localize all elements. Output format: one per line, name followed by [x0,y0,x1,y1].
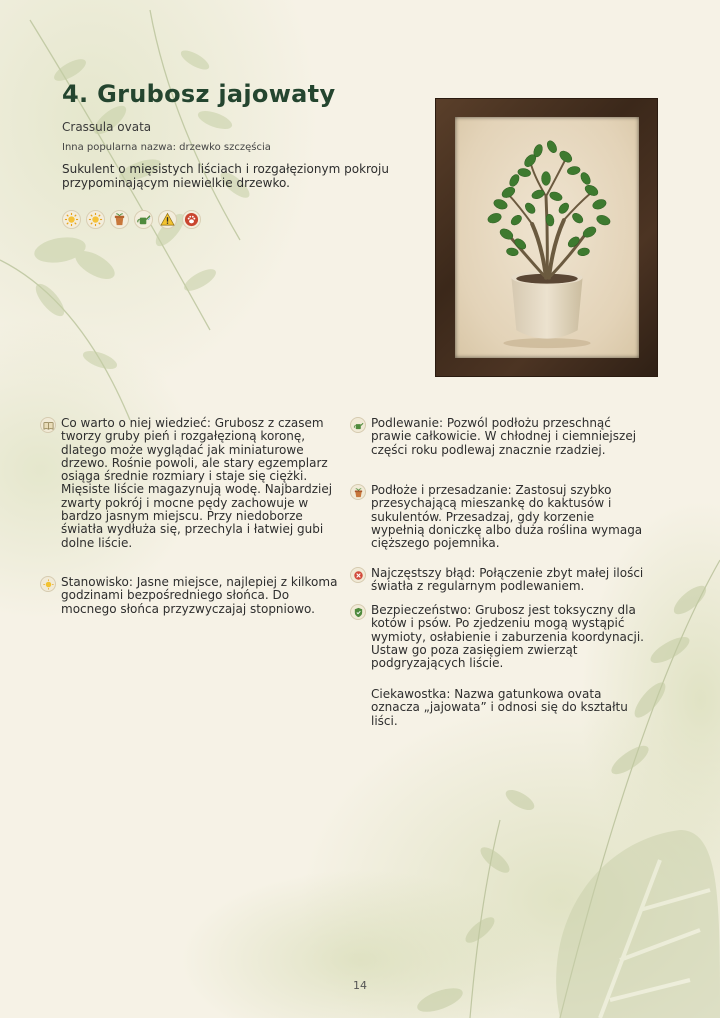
page-number: 14 [353,979,367,992]
pot-icon [110,210,129,229]
sun-icon [62,210,81,229]
warning-icon [158,210,177,229]
care-icons [62,210,201,229]
watering-text: Podlewanie: Pozwól podłożu przeschnąć prawie całkowicie. W chłodnej i ciemniejszej części roku podlewaj znacznie rzadziej. [371,416,637,457]
latin-name: Crassula ovata [62,120,152,134]
mistake-text: Najczęstszy błąd: Połączenie zbyt małej ilości światła z regularnym podlewaniem. [371,566,644,594]
shield-icon [350,604,366,620]
safety-section [350,604,650,670]
error-icon [350,567,366,583]
about-text: Co warto o niej wiedzieć: Grubosz z czasem tworzy gruby pień i rozgałęzioną koronę, dlatego może wyglądać jak miniaturowe drzewo. Rośnie powoli, ale stary egzemplarz osiąga średnie rozmiary i staje się ciężki. Mięsiste liście magazynują wodę. Najbardziej zwarty pokrój i mocne pędy zachowuje w bardzo jasnym miejscu. Przy niedoborze światła wydłuża się, przechyla i łatwiej gubi dolne liście. [61,416,333,550]
watering-can-icon [350,417,366,433]
soil-text: Podłoże i przesadzanie: Zastosuj szybko przesychającą mieszankę do kaktusów i sukulentów. Przesadzaj, gdy korzenie wypełnią doniczkę albo duża roślina wymaga cięższego pojemnika. [371,483,643,551]
fun-fact-text: Ciekawostka: Nazwa gatunkowa ovata oznacza „jajowata” i odnosi się do kształtu liści. [371,687,628,728]
soil-section [350,484,650,550]
plant-description: Sukulent o mięsistych liściach i rozgałęzionym pokroju przypominającym niewielkie drzewko. [62,162,389,190]
safety-text: Bezpieczeństwo: Grubosz jest toksyczny dla kotów i psów. Po zjedzeniu mogą wystąpić wymioty, osłabienie i zaburzenia koordynacji. Ustaw go poza zasięgiem zwierząt podgryzających liście. [371,603,644,671]
page-title: 4. Grubosz jajowaty [62,80,336,108]
plant-picture-frame [435,98,658,377]
position-section [40,576,340,616]
pot-icon [350,484,366,500]
mistake-section [350,567,650,594]
book-icon [40,417,56,433]
watering-section [350,417,650,457]
popular-name: Inna popularna nazwa: drzewko szczęścia [62,142,271,153]
about-section [40,417,340,550]
sun-icon [40,576,56,592]
sun-icon [86,210,105,229]
jade-plant-image [455,117,639,358]
watering-can-icon [134,210,153,229]
position-text: Stanowisko: Jasne miejsce, najlepiej z kilkoma godzinami bezpośredniego słońca. Do mocnego słońca przyzwyczajaj stopniowo. [61,575,338,616]
paw-icon [182,210,201,229]
